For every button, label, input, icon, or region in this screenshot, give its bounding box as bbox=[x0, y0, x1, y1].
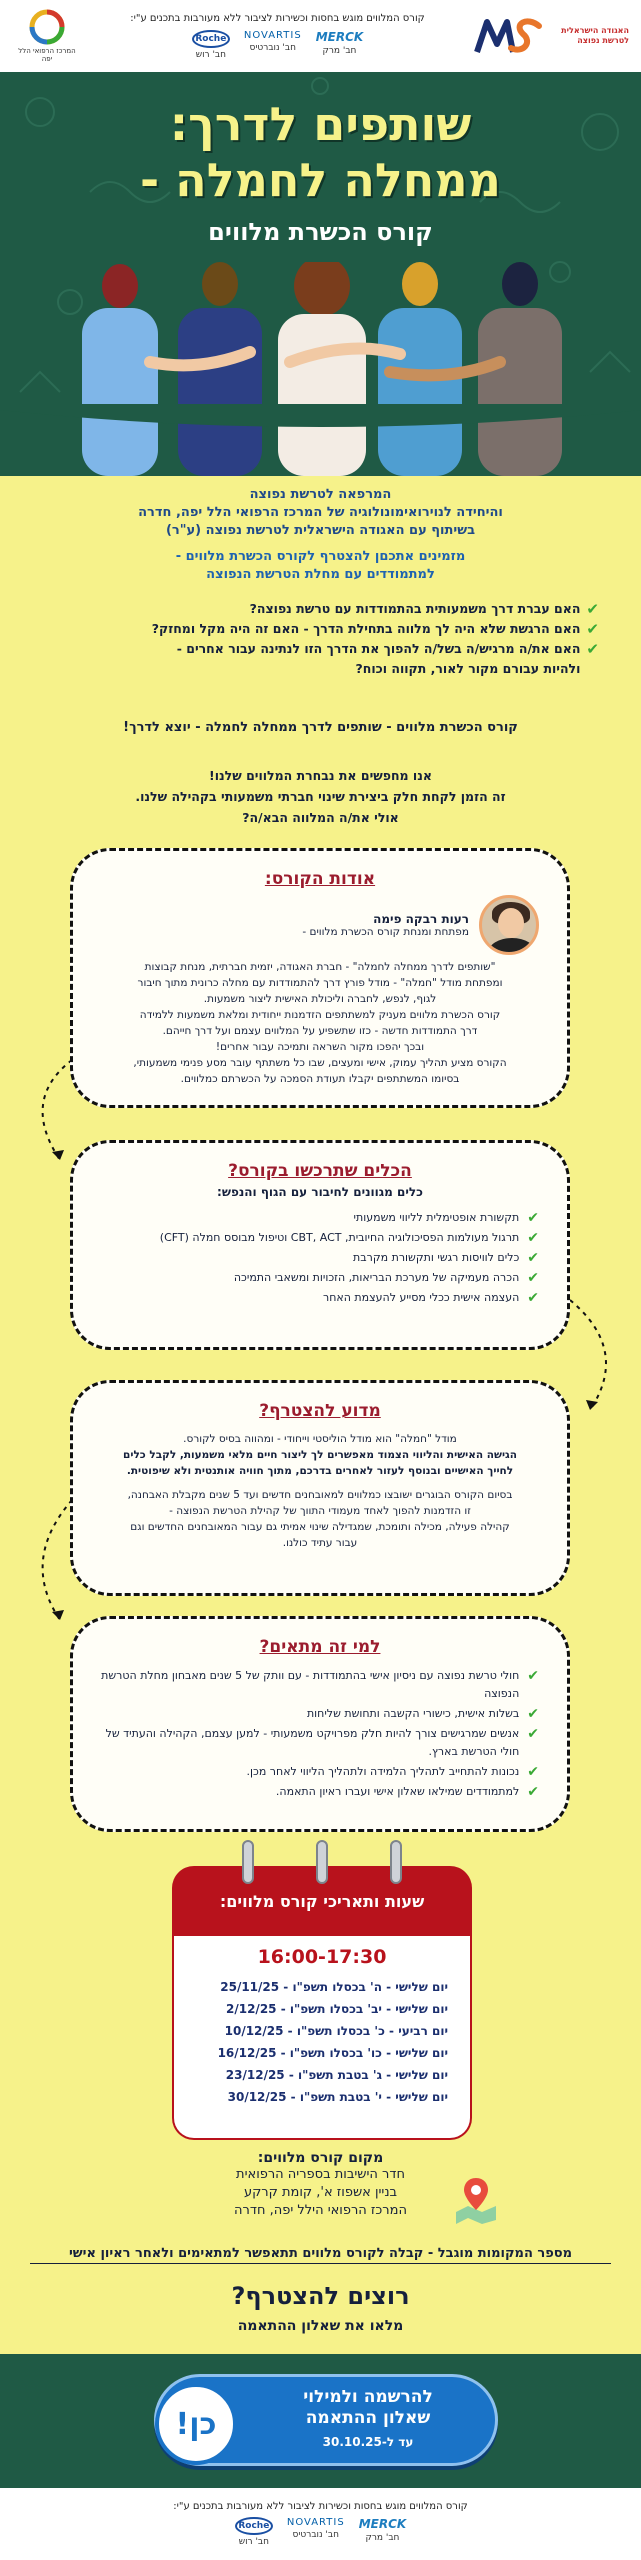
sponsor-caption: חב' רוש bbox=[195, 49, 227, 60]
list-item: ✔ האם את/ה מרגיש/ה בשל/ה להפוך את הדרך הזו לנתינה עבור אחרים - bbox=[176, 640, 599, 658]
who-list bbox=[101, 1667, 539, 1801]
hero-title bbox=[0, 96, 641, 208]
about-card bbox=[70, 848, 570, 1108]
org-line: המרפאה לטרשת נפוצה bbox=[249, 487, 392, 502]
why-title: מדוע להצטרף? bbox=[259, 1401, 381, 1421]
calendar-ring-icon bbox=[316, 1840, 328, 1884]
who-card bbox=[70, 1616, 570, 1832]
check-icon: ✔ bbox=[527, 1250, 539, 1266]
list-item: ✔ חולי טרשת נפוצה עם ניסיון אישי בהתמודדות - עם וותק של 5 שנים מאבחון מחלת הטרשת הנפוצה bbox=[101, 1668, 539, 1700]
sponsor-row bbox=[235, 2517, 406, 2547]
roche-logo: Roche bbox=[192, 30, 230, 48]
tools-title: הכלים שתרכשו בקורס? bbox=[228, 1161, 412, 1181]
roche-logo: Roche bbox=[235, 2517, 273, 2535]
join-heading: רוצים להצטרף? bbox=[231, 2282, 410, 2310]
org-line: והיחידה לנוירואימונולוגיה של המרכז הרפואי הלל יפה, חדרה bbox=[138, 505, 503, 520]
location-title: מקום קורס מלווים: bbox=[257, 2150, 384, 2166]
schedule-body bbox=[172, 1936, 472, 2140]
schedule-date: יום רביעי - כ' בכסלו תשפ"ו - 10/12/25 bbox=[224, 2024, 448, 2038]
sponsor-novartis bbox=[287, 2517, 345, 2540]
check-icon: ✔ bbox=[527, 1784, 539, 1800]
check-icon: ✔ bbox=[527, 1706, 539, 1722]
register-button[interactable] bbox=[154, 2374, 498, 2466]
sponsor-caption: חב' נוברטיס bbox=[249, 42, 296, 53]
list-item: ✔ נכונות להתחייב לתהליך הלמידה ולתהליך הליווי לאחר מכן. bbox=[246, 1764, 539, 1780]
novartis-logo: NOVARTIS bbox=[286, 2517, 345, 2528]
hospital-logo bbox=[28, 8, 66, 46]
intro-section bbox=[0, 476, 641, 584]
ms-society-logo bbox=[473, 14, 545, 58]
instructor-profile bbox=[101, 895, 539, 955]
hero-title-line1: שותפים לדרך: bbox=[169, 97, 472, 151]
schedule-time: 16:00-17:30 bbox=[257, 1946, 387, 1968]
check-icon: ✔ bbox=[527, 1726, 539, 1742]
list-item: ולהיות עבורם מקור לאור, תקווה וכוח? bbox=[355, 661, 581, 676]
why-card bbox=[70, 1380, 570, 1596]
check-icon: ✔ bbox=[586, 640, 599, 658]
register-label: להרשמה ולמילוי שאלון ההתאמה bbox=[303, 2387, 433, 2428]
calendar-ring-icon bbox=[390, 1840, 402, 1884]
tagline: קורס הכשרת מלווים - שותפים לדרך ממחלה לחמלה - יוצא לדרך! bbox=[123, 720, 518, 735]
merck-logo: MERCK bbox=[315, 29, 364, 44]
about-title: אודות הקורס: bbox=[264, 869, 376, 889]
list-item: ✔ תרגול מעולמות הפסיכולוגיה החיובית, CBT, ACT וטיפול מבוסס חמלה (CFT) bbox=[159, 1230, 539, 1246]
instructor-name: רעות רבקה פימה bbox=[373, 912, 469, 926]
organizers bbox=[0, 486, 641, 540]
novartis-logo: NOVARTIS bbox=[243, 29, 302, 41]
location-section bbox=[0, 2150, 641, 2220]
tools-subtitle: כלים מגוונים לחיבור עם הגוף והנפש: bbox=[217, 1185, 423, 1199]
sponsor-caption: חב' מרק bbox=[365, 2533, 400, 2543]
sponsor-note: קורס המלווים מוגש בחסות וכשירות לציבור ללא מעורבות בתכנים ע"י: bbox=[173, 2501, 468, 2512]
list-item: ✔ הכרה מעמיקה של מערכת הבריאות, הזכויות ומשאבי התמיכה bbox=[233, 1270, 539, 1286]
list-item: ✔ האם עברת דרך משמעותית בהתמודדות עם טרשת נפוצה? bbox=[249, 600, 599, 618]
list-item: ✔ כלים לוויסות רגשי ותקשורת מקרבת bbox=[353, 1250, 539, 1266]
sponsor-row bbox=[192, 30, 363, 60]
check-icon: ✔ bbox=[586, 600, 599, 618]
hospital-logo-block bbox=[12, 8, 82, 63]
invite-line: מזמינים אתכםן להצטרף לקורס הכשרת מלווים - bbox=[175, 549, 466, 564]
sponsor-merck bbox=[359, 2517, 406, 2543]
schedule-date: יום שלישי - י' בטבת תשפ"ו - 30/12/25 bbox=[227, 2090, 448, 2104]
sponsor-note: קורס המלווים מוגש בחסות וכשירות לציבור ללא מעורבות בתכנים ע"י: bbox=[130, 12, 425, 24]
yes-badge: כן! bbox=[155, 2383, 237, 2465]
why-text: מודל "חמלה" הוא מודל הוליסטי וייחודי - ומהווה בסיס לקורס. הגישה האישית והליווי הצמוד מאפשרים לך ליצור חיים מלאי משמעות, לקבל כלים לחייך האישיים ובנוסף לעזור לאחרים בדרכם, מתוך חוויה אותנטית ולא שיפוטית. בסיום הקורס הבוגרים ישובצו כמלווים למאובחנים חדשים ועד 5 שנים מקבלת האבחנה, זו הזדמנות להפוך לאחד מעמודי התווך של קהילת הטרשת הנפוצה - קהילה פעילה, מכילה ותומכת, שמגדילה שינוי אמיתי גם עבור המאובחנים החדשים וגם עבור עתיד כולנו. bbox=[123, 1433, 517, 1549]
location-line: חדר הישיבות בספריה הרפואית bbox=[236, 2167, 405, 2182]
list-item: ✔ בשלות אישית, כישורי הקשבה ותחושת שליחות bbox=[306, 1706, 539, 1722]
questions-list bbox=[39, 600, 599, 680]
tools-list bbox=[101, 1209, 539, 1307]
register-deadline: עד ל-30.10.25 bbox=[322, 2435, 414, 2449]
sponsor-caption: חב' מרק bbox=[322, 45, 357, 56]
limited-seats-note: מספר המקומות מוגבל - קבלה לקורס מלווים תתאפשר למתאימים ולאחר ראיון אישי bbox=[30, 2246, 611, 2264]
about-text: "שותפים לדרך ממחלה לחמלה" - חברת האגודה, יזמית חברתית, מנחת קבוצות ומפתחת מודל "חמלה" - מודל פורץ דרך להתמודדות עם מחלה כרונית מתוך חיבור לגוף, לנפש, לחברה וליכולת האישית ליצור משמעות. קורס הכשרת מלווים מעניק למשתתפים הזדמנות ייחודית ומלאת משמעות ללמידה דרך התמודדות חדשה - כזו שתשפיע על המלווים עצמם ועל דרך חייהם. ובכך יהפכו מקור השראה ותמיכה עבור אחרים! הקורס מציע תהליך עמוק, אישי ומעצים, שבו כל משתתף עובר מסע פנימי משמעותי, בסיומו המשתתפים יקבלו תעודת הסמכה על הכשרתם כמלווים. bbox=[133, 961, 507, 1085]
sponsor-roche bbox=[192, 30, 230, 60]
schedule-title: שעות ותאריכי קורס מלווים: bbox=[172, 1866, 472, 1936]
search-message bbox=[0, 765, 641, 828]
check-icon: ✔ bbox=[527, 1230, 539, 1246]
list-item: ✔ תקשורת אופטימלית לליווי משמעותי bbox=[353, 1210, 539, 1226]
instructor-role: מפתחת ומנחת קורס הכשרת מלווים - bbox=[302, 926, 469, 938]
top-header bbox=[0, 0, 641, 72]
search-line: אנו מחפשים את נבחרת המלווים שלנו! bbox=[209, 768, 432, 783]
org-logos bbox=[473, 14, 629, 58]
list-item: ✔ אנשים שמרגישים צורך להיות חלק מפרויקט משמעותי - למען עצמם, הקהילה והעתיד של חולי הטרשת בארץ. bbox=[105, 1726, 539, 1758]
sponsor-caption: חב' נוברטיס bbox=[292, 2530, 339, 2540]
schedule-date: יום שלישי - ג' בטבת תשפ"ו - 23/12/25 bbox=[225, 2068, 448, 2082]
who-title: למי זה מתאים? bbox=[259, 1637, 381, 1657]
check-icon: ✔ bbox=[586, 620, 599, 638]
footer-sponsors bbox=[0, 2488, 641, 2560]
invitation bbox=[0, 548, 641, 584]
list-item: ✔ העצמה אישית ככלי מסייע להעצמת האחר bbox=[322, 1290, 539, 1306]
schedule-date: יום שלישי - כו' בכסלו תשפ"ו - 16/12/25 bbox=[217, 2046, 448, 2060]
schedule-date: יום שלישי - יב' בכסלו תשפ"ו - 2/12/25 bbox=[226, 2002, 448, 2016]
calendar-ring-icon bbox=[242, 1840, 254, 1884]
merck-logo: MERCK bbox=[358, 2517, 407, 2531]
invite-line: למתמודדים עם מחלת הטרשת הנפוצה bbox=[206, 567, 435, 582]
org-line: בשיתוף עם האגודה הישראלית לטרשת נפוצה (ע"ר) bbox=[165, 523, 476, 538]
hero-subtitle: קורס הכשרת מלווים bbox=[208, 218, 433, 246]
location-line: המרכז הרפואי הילל יפה, חדרה bbox=[234, 2203, 407, 2218]
people-illustration bbox=[60, 262, 580, 476]
tools-card bbox=[70, 1140, 570, 1350]
hero-title-line2: ממחלה לחמלה - bbox=[140, 153, 501, 207]
check-icon: ✔ bbox=[527, 1290, 539, 1306]
sponsor-novartis bbox=[244, 30, 302, 53]
check-icon: ✔ bbox=[527, 1764, 539, 1780]
list-item: ✔ למתמודדים שמילאו שאלון אישי ועברו ראיון התאמה. bbox=[275, 1784, 539, 1800]
check-icon: ✔ bbox=[527, 1668, 539, 1684]
location-line: בניין אשפוז א', קומת קרקע bbox=[243, 2185, 398, 2200]
avatar bbox=[479, 895, 539, 955]
sponsors-area bbox=[82, 13, 473, 60]
sponsor-caption: חב' רוש bbox=[238, 2537, 270, 2547]
cta-section bbox=[0, 2354, 641, 2488]
search-line: זה הזמן לקחת חלק ביצירת שינוי חברתי משמעותי בקהילה שלנו. bbox=[135, 789, 506, 804]
schedule-calendar bbox=[172, 1840, 472, 2140]
search-line: אולי את/ה המלווה הבא/ה? bbox=[242, 810, 399, 825]
list-item: ✔ האם הרגשת שלא היה לך מלווה בתחילת הדרך - האם זה היה מקל ומחזק? bbox=[151, 620, 599, 638]
hospital-name: המרכז הרפואי הלל יפה bbox=[18, 47, 76, 63]
fill-form-text: מלאו את שאלון ההתאמה bbox=[237, 2318, 404, 2334]
hero-wave bbox=[0, 404, 641, 434]
sponsor-merck bbox=[316, 30, 363, 56]
ms-society-name: האגודה הישראלית לטרשת נפוצה bbox=[561, 26, 629, 45]
schedule-date: יום שלישי - ה' בכסלו תשפ"ו - 25/11/25 bbox=[220, 1980, 448, 1994]
map-pin-icon bbox=[452, 2176, 500, 2224]
sponsor-roche bbox=[235, 2517, 273, 2547]
check-icon: ✔ bbox=[527, 1210, 539, 1226]
check-icon: ✔ bbox=[527, 1270, 539, 1286]
